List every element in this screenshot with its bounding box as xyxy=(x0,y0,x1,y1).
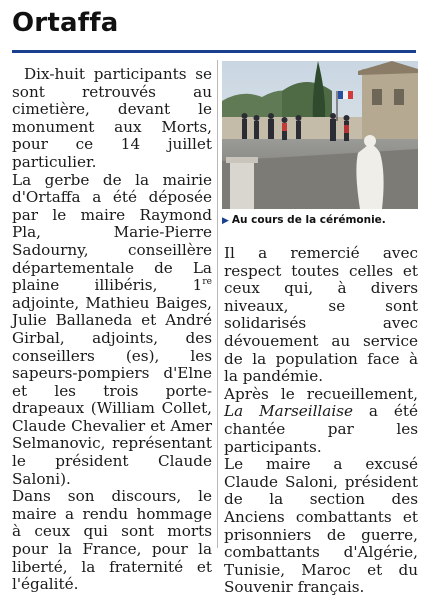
paragraph-excused: Le maire a excusé Claude Saloni, président de la section des Anciens combattants et prisonniers de guerre, combattants d'Algérie, Tunisie, Maroc et du Souvenir français. xyxy=(224,455,418,597)
paragraph-speech: Dans son discours, le maire a rendu hommage à ceux qui sont morts pour la France, pour la liberté, la fraternité et l'égalité. xyxy=(12,487,212,594)
paragraph-intro: Dix-huit participants se sont retrouvés au cimetière, devant le monument aux Morts, pour ce 14 juillet particulier. xyxy=(12,65,212,171)
article-column-right xyxy=(224,245,418,597)
headline: Ortaffa xyxy=(12,8,119,38)
anthem-title: La Marseillaise xyxy=(224,402,353,421)
paragraph-anthem xyxy=(224,386,418,456)
column-divider xyxy=(217,60,218,548)
paragraph-anthem-text-cont: a été chantée par les participants. xyxy=(224,402,418,456)
paragraph-wreath-text: La gerbe de la mairie d'Ortaffa a été déposée par le maire Raymond Pla, Marie-Pierre Sadourny, conseillère départementale de La plaine illibéris, 1 xyxy=(12,170,212,295)
headline-rule xyxy=(12,50,416,53)
triangle-right-icon: ▶ xyxy=(222,216,229,226)
photo-caption xyxy=(222,214,418,226)
paragraph-thanks: Il a remercié avec respect toutes celles et ceux qui, à divers niveaux, se sont solidarisés avec dévouement au service de la population face à la pandémie. xyxy=(224,244,418,386)
ordinal-superscript: re xyxy=(202,277,212,288)
ceremony-photo xyxy=(222,61,418,209)
paragraph-wreath-text-cont: adjointe, Mathieu Baiges, Julie Ballaneda et André Girbal, adjoints, des conseillers (es), les sapeurs-pompiers d'Elne et les trois porte-drapeaux (William Collet, Claude Chevalier et Amer Selmanovic, représentant le président Claude Saloni). xyxy=(12,293,212,488)
paragraph-anthem-text: Après le recueillement, xyxy=(224,384,418,403)
article-column-left xyxy=(12,66,212,594)
photo-caption-text: Au cours de la cérémonie. xyxy=(231,214,386,226)
paragraph-wreath xyxy=(12,172,212,489)
